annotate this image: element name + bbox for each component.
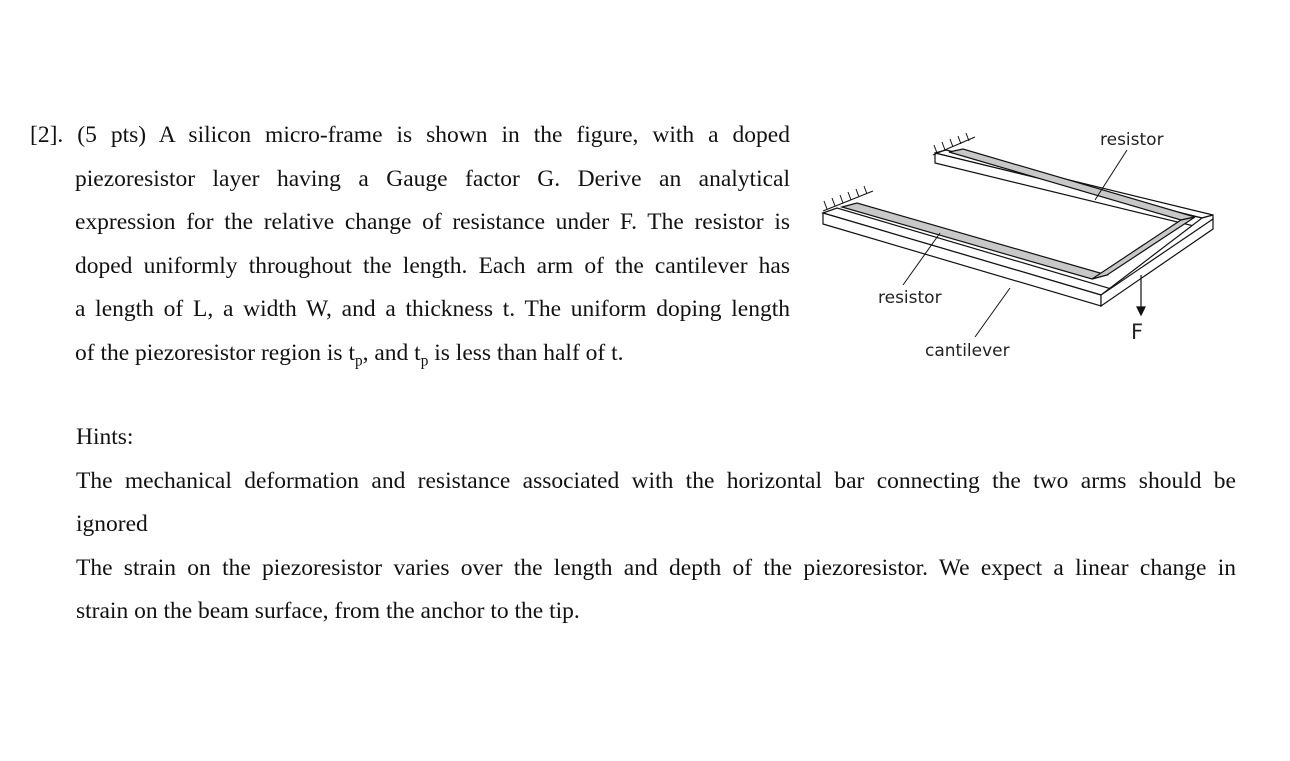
lower-arm-side	[823, 213, 1101, 306]
hint-1-line-2: ignored	[76, 511, 148, 537]
hints-section	[76, 416, 1236, 634]
label-resistor-top: resistor	[1100, 130, 1164, 150]
top-arm-side	[935, 153, 1202, 228]
problem-line-4: doped uniformly throughout the length. Each arm of the cantilever has	[75, 252, 790, 279]
problem-line-1: [2]. (5 pts) A silicon micro-frame is shown in the figure, with a doped	[30, 122, 790, 148]
cantilever-figure	[815, 115, 1235, 375]
problem-number: [2].	[30, 122, 64, 148]
label-cantilever: cantilever	[925, 341, 1010, 361]
label-resistor-left: resistor	[878, 288, 942, 308]
force-arrowhead	[1137, 307, 1145, 315]
leader-cantilever	[975, 288, 1010, 337]
lower-arm-surface	[823, 208, 1115, 295]
hints-heading: Hints:	[76, 424, 134, 450]
problem-line-6: of the piezoresistor region is $t_p$, and $t_p$ is less than half of t.	[75, 339, 624, 369]
hint-2-line-2: strain on the beam surface, from the anchor to the tip.	[76, 598, 580, 624]
problem-line-2: piezoresistor layer having a Gauge factor G. Derive an analytical	[75, 165, 790, 192]
problem-statement	[30, 114, 790, 375]
problem-line-3: expression for the relative change of resistance under F. The resistor is	[75, 209, 790, 235]
problem-line-5: a length of L, a width W, and a thickness t. The uniform doping length	[75, 296, 790, 322]
top-resistor-stripe	[949, 149, 1195, 220]
hint-2-line-1: The strain on the piezoresistor varies over the length and depth of the piezoresistor. We expect a linear change in	[76, 554, 1236, 581]
problem-points: (5 pts)	[77, 122, 147, 148]
hint-1-line-1: The mechanical deformation and resistance associated with the horizontal bar connecting the two arms should be	[76, 467, 1236, 494]
label-force: F	[1131, 320, 1144, 344]
